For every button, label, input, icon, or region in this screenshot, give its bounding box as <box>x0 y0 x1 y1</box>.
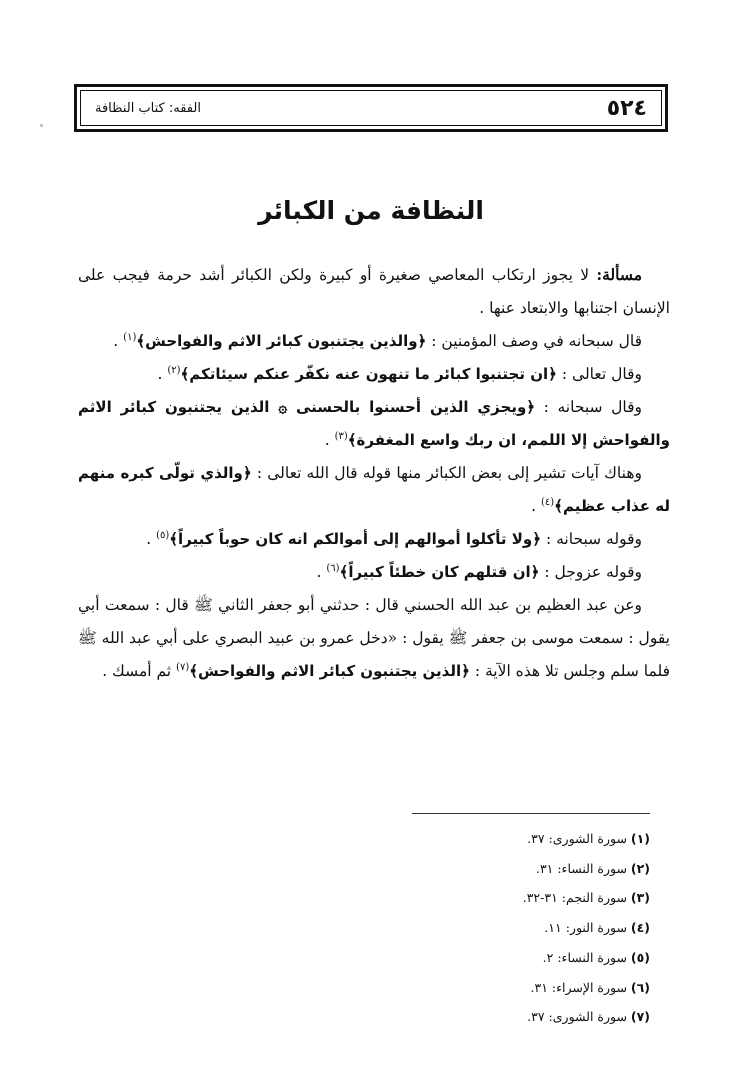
footnote-ref[interactable]: (٢) <box>167 364 181 376</box>
quran-quote: ﴿ولا تأكلوا أموالهم إلى أموالكم انه كان حوباً كبيراً﴾ <box>169 530 542 548</box>
paragraph-text: . <box>316 563 327 581</box>
paragraph-text: وقوله سبحانه : <box>541 530 642 548</box>
quran-quote: ﴿والذين يجتنبون كبائر الاثم والفواحش﴾ <box>136 332 427 350</box>
paragraph-text: وقوله عزوجل : <box>539 563 642 581</box>
paragraph-text: وهناك آيات تشير إلى بعض الكبائر منها قوله قال الله تعالى : <box>251 464 642 482</box>
paragraph-text: قال سبحانه في وصف المؤمنين : <box>426 332 642 350</box>
footnote-ref[interactable]: (٦) <box>326 562 340 574</box>
margin-mark <box>40 124 43 127</box>
footnote-item <box>200 973 650 1003</box>
footnote-text: سورة النور: ١١. <box>544 920 631 936</box>
footnote-number: (١) <box>630 831 650 846</box>
paragraph-4 <box>78 391 670 457</box>
footnote-text: سورة النساء: ٢. <box>542 949 631 965</box>
footnote-item <box>200 1002 650 1032</box>
paragraph-text: وعن عبد العظيم بن عبد الله الحسني قال : حدثني أبو جعفر الثاني ﷺ قال : سمعت أبي يقول : سمعت موسى بن جعفر ﷺ يقول : «دخل عمرو بن عبيد البصري على أبي عبد الله ﷺ فلما سلم وجلس تلا هذه الآية : <box>78 596 670 680</box>
footnotes-list <box>200 824 650 1032</box>
footnote-number: (٤) <box>630 920 650 936</box>
footnote-item <box>200 913 650 943</box>
page-header <box>74 84 668 132</box>
issue-label: مسألة: <box>596 265 642 284</box>
quran-quote: ﴿ان تجتنبوا كبائر ما تنهون عنه نكفّر عنكم سيئاتكم﴾ <box>180 365 557 383</box>
footnote-text: سورة الإسراء: ٣١. <box>530 979 631 995</box>
quran-quote: ﴿ان قتلهم كان خطئاً كبيراً﴾ <box>339 563 540 581</box>
footnote-ref[interactable]: (٧) <box>176 661 190 673</box>
footnote-number: (٣) <box>630 890 650 906</box>
footnote-item <box>200 824 650 854</box>
paragraph-text: . <box>531 497 541 515</box>
footnote-number: (٦) <box>630 979 650 995</box>
footnote-text: سورة الشورى: ٣٧. <box>527 1009 631 1025</box>
quran-quote: ﴿ويجزي الذين أحسنوا بالحسنى ۞ الذين يجتنبون كبائر الاثم والفواحش إلا اللمم، ان ربك واسع المغفرة﴾ <box>78 398 670 449</box>
running-head: الفقه: كتاب النظافة <box>95 100 201 116</box>
page-header-inner <box>80 90 662 126</box>
paragraph-text: . <box>113 332 124 350</box>
paragraph-3 <box>78 358 670 391</box>
paragraph-text: وقال سبحانه : <box>535 398 642 416</box>
footnote-number: (٥) <box>630 949 650 965</box>
footnote-ref[interactable]: (٥) <box>156 529 170 541</box>
footnote-ref[interactable]: (٣) <box>334 430 348 442</box>
footnote-item <box>200 883 650 913</box>
paragraph-7 <box>78 556 670 589</box>
paragraph-2 <box>78 325 670 358</box>
footnote-ref[interactable]: (٤) <box>540 496 555 508</box>
footnote-text: سورة الشورى: ٣٧. <box>527 831 631 846</box>
paragraph-text: . <box>146 530 157 548</box>
footnote-text: سورة النساء: ٣١. <box>535 860 631 876</box>
paragraph-8 <box>78 589 670 688</box>
paragraph-text: لا يجوز ارتكاب المعاصي صغيرة أو كبيرة ولكن الكبائر أشد حرمة فيجب على الإنسان اجتنابها والابتعاد عنها . <box>78 266 670 317</box>
footnote-number: (٧) <box>630 1009 650 1025</box>
footnote-divider <box>412 813 650 814</box>
quran-quote: ﴿والذي تولّى كبره منهم له عذاب عظيم﴾ <box>78 464 670 515</box>
page-number: ٥٢٤ <box>606 95 647 121</box>
paragraph-text: وقال تعالى : <box>556 365 642 383</box>
paragraph-6 <box>78 523 670 556</box>
footnote-ref[interactable]: (١) <box>123 331 137 343</box>
paragraph-text: ثم أمسك . <box>102 662 177 680</box>
paragraph-text: . <box>324 431 335 449</box>
quran-quote: ﴿الذين يجتنبون كبائر الاثم والفواحش﴾ <box>189 662 470 680</box>
body-text <box>78 258 670 688</box>
paragraph-1 <box>78 258 670 325</box>
footnote-item <box>200 854 650 884</box>
paragraph-text: . <box>157 365 168 383</box>
footnote-number: (٢) <box>630 860 650 876</box>
footnote-item <box>200 943 650 973</box>
paragraph-5 <box>78 457 670 523</box>
section-title: النظافة من الكبائر <box>258 196 484 225</box>
footnote-text: سورة النجم: ٣١-٣٢. <box>522 890 631 906</box>
